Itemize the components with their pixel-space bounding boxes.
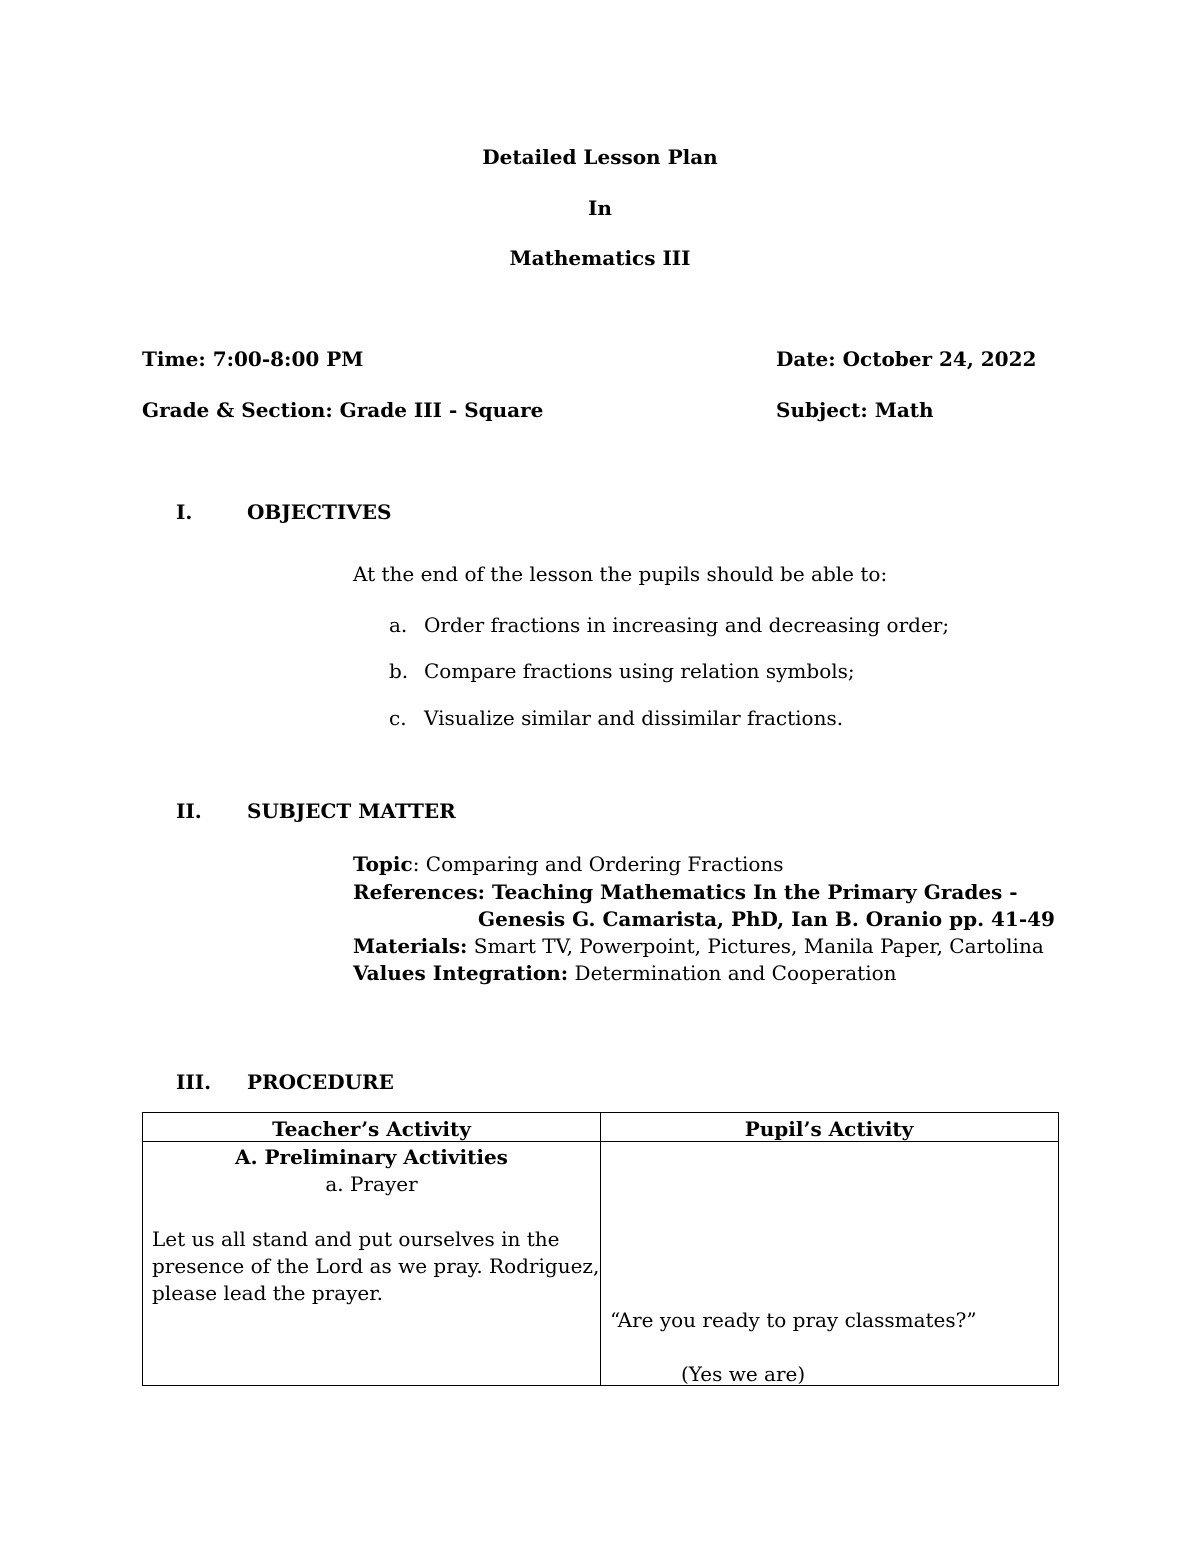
title-in: In xyxy=(588,196,612,220)
document-title: Detailed Lesson Plan xyxy=(482,145,718,169)
procedure-heading: PROCEDURE xyxy=(247,1070,394,1094)
pupil-prayer-quote: “Are you ready to pray classmates?” xyxy=(610,1308,977,1332)
objective-marker: b. xyxy=(389,659,409,683)
date-field: Date: October 24, 2022 xyxy=(776,347,1037,371)
subject-field: Subject: Math xyxy=(776,398,934,422)
objectives-heading: OBJECTIVES xyxy=(247,500,392,524)
values-value: Determination and Cooperation xyxy=(568,961,897,985)
table-column-divider xyxy=(600,1113,601,1385)
procedure-numeral: III. xyxy=(176,1070,212,1094)
teacher-instruction-line: please lead the prayer. xyxy=(152,1281,383,1305)
procedure-table xyxy=(142,1112,1059,1386)
pupil-prayer-answer: (Yes we are) xyxy=(681,1362,806,1386)
objective-marker: a. xyxy=(389,613,408,637)
grade-section-field: Grade & Section: Grade III - Square xyxy=(142,398,544,422)
topic-line xyxy=(353,854,784,874)
teacher-instruction-line: Let us all stand and put ourselves in the xyxy=(152,1227,560,1251)
subject-title: Mathematics III xyxy=(509,246,691,270)
pupil-activity-header: Pupil’s Activity xyxy=(744,1117,914,1141)
objective-item: Order fractions in increasing and decreasing order; xyxy=(424,613,950,637)
teacher-activity-header: Teacher’s Activity xyxy=(272,1117,471,1141)
objective-item: Compare fractions using relation symbols; xyxy=(424,659,855,683)
materials-value: Smart TV, Powerpoint, Pictures, Manila Paper, Cartolina xyxy=(467,934,1044,958)
references-authors: Genesis G. Camarista, PhD, Ian B. Oranio pp. 41-49 xyxy=(478,907,1055,931)
time-field: Time: 7:00-8:00 PM xyxy=(142,347,364,371)
teacher-instruction-line: presence of the Lord as we pray. Rodriguez, xyxy=(152,1254,600,1278)
subject-matter-heading: SUBJECT MATTER xyxy=(247,799,456,823)
topic-value: : Comparing and Ordering Fractions xyxy=(412,852,784,876)
materials-label: Materials: xyxy=(353,934,468,958)
table-header-divider xyxy=(143,1141,1058,1142)
materials-line xyxy=(353,936,1044,956)
values-line xyxy=(353,963,897,983)
references-line: References: Teaching Mathematics In the Primary Grades - xyxy=(353,880,1018,904)
objective-item: Visualize similar and dissimilar fractions. xyxy=(424,706,844,730)
objectives-numeral: I. xyxy=(176,500,193,524)
objective-marker: c. xyxy=(389,706,407,730)
subject-matter-numeral: II. xyxy=(176,799,202,823)
objectives-intro: At the end of the lesson the pupils should be able to: xyxy=(353,562,888,586)
values-label: Values Integration: xyxy=(353,961,569,985)
preliminary-activities-heading: A. Preliminary Activities xyxy=(235,1145,508,1169)
prayer-subheading: a. Prayer xyxy=(325,1172,418,1196)
topic-label: Topic xyxy=(353,852,413,876)
